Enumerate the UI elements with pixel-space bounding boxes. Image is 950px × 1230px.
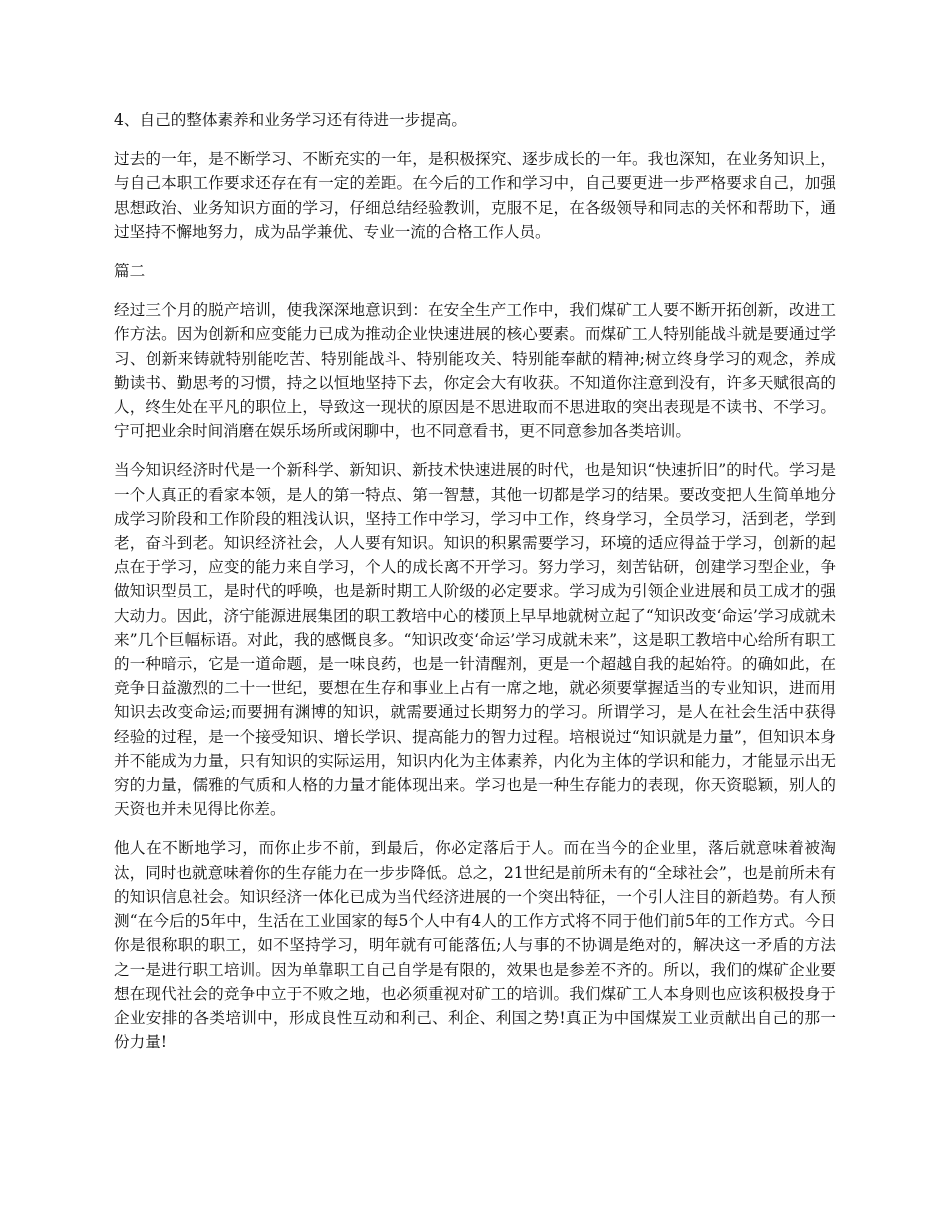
paragraph-year-summary: 过去的一年，是不断学习、不断充实的一年，是积极探究、逐步成长的一年。我也深知，在业务知识上，与自己本职工作要求还存在有一定的差距。在今后的工作和学习中，自己要更进一步严格要求自己，加强思想政治、业务知识方面的学习，仔细总结经验教训，克服不足，在各级领导和同志的关怀和帮助下，通过坚持不懈地努力，成为品学兼优、专业一流的合格工作人员。 <box>114 150 836 241</box>
paragraph-point-4: 4、自己的整体素养和业务学习还有待进一步提高。 <box>114 111 467 129</box>
paragraph-keep-learning: 他人在不断地学习，而你止步不前，到最后，你必定落后于人。而在当今的企业里，落后就意味着被淘汰，同时也就意味着你的生存能力在一步步降低。总之，21世纪是前所未有的“全球社会”，也是前所未有的知识信息社会。知识经济一体化已成为当代经济进展的一个突出特征，一个引人注目的新趋势。有人预测“在今后的5年中，生活在工业国家的每5个人中有4人的工作方式将不同于他们前5年的工作方式。今日你是很称职的职工，如不坚持学习，明年就有可能落伍;人与事的不协调是绝对的，解决这一矛盾的方法之一是进行职工培训。因为单靠职工自己自学是有限的，效果也是参差不齐的。所以，我们的煤矿企业要想在现代社会的竞争中立于不败之地，也必须重视对矿工的培训。我们煤矿工人本身则也应该积极投身于企业安排的各类培训中，形成良性互动和利己、利企、利国之势!真正为中国煤炭工业贡献出自己的那一份力量! <box>114 839 836 1052</box>
paragraph-knowledge-economy: 当今知识经济时代是一个新科学、新知识、新技术快速进展的时代，也是知识“快速折旧”的时代。学习是一个人真正的看家本领，是人的第一特点、第一智慧，其他一切都是学习的结果。要改变把人生简单地分成学习阶段和工作阶段的粗浅认识，坚持工作中学习，学习中工作，终身学习，全员学习，活到老，学到老，奋斗到老。知识经济社会，人人要有知识。知识的积累需要学习，环境的适应得益于学习，创新的起点在于学习，应变的能力来自学习，个人的成长离不开学习。努力学习，刻苦钻研，创建学习型企业，争做知识型员工，是时代的呼唤，也是新时期工人阶级的必定要求。学习成为引领企业进展和员工成才的强大动力。因此，济宁能源进展集团的职工教培中心的楼顶上早早地就树立起了“知识改变‘命运’学习成就未来”几个巨幅标语。对此，我的感慨良多。“知识改变‘命运’学习成就未来”，这是职工教培中心给所有职工的一种暗示，它是一道命题，是一味良药，也是一针清醒剂，更是一个超越自我的起始符。的确如此，在竞争日益激烈的二十一世纪，要想在生存和事业上占有一席之地，就必须要掌握适当的专业知识，进而用知识去改变命运;而要拥有渊博的知识，就需要通过长期努力的学习。所谓学习，是人在社会生活中获得经验的过程，是一个接受知识、增长学识、提高能力的智力过程。培根说过“知识就是力量”，但知识本身并不能成为力量，只有知识的实际运用，知识内化为主体素养，内化为主体的学识和能力，才能显示出无穷的力量，儒雅的气质和人格的力量才能体现出来。学习也是一种生存能力的表现，你天资聪颖，别人的天资也并未见得比你差。 <box>114 461 836 819</box>
paragraph-training-reflection: 经过三个月的脱产培训，使我深深地意识到：在安全生产工作中，我们煤矿工人要不断开拓创新，改进工作方法。因为创新和应变能力已成为推动企业快速进展的核心要素。而煤矿工人特别能战斗就是要通过学习、创新来铸就特别能吃苦、特别能战斗、特别能攻关、特别能奉献的精神;树立终身学习的观念，养成勤读书、勤思考的习惯，持之以恒地坚持下去，你定会大有收获。不知道你注意到没有，许多天赋很高的人，终生处在平凡的职位上，导致这一现状的原因是不思进取而不思进取的突出表现是不读书、不学习。宁可把业余时间消磨在娱乐场所或闲聊中，也不同意看书，更不同意参加各类培训。 <box>114 301 836 441</box>
section-heading-part-two: 篇二 <box>114 262 146 281</box>
